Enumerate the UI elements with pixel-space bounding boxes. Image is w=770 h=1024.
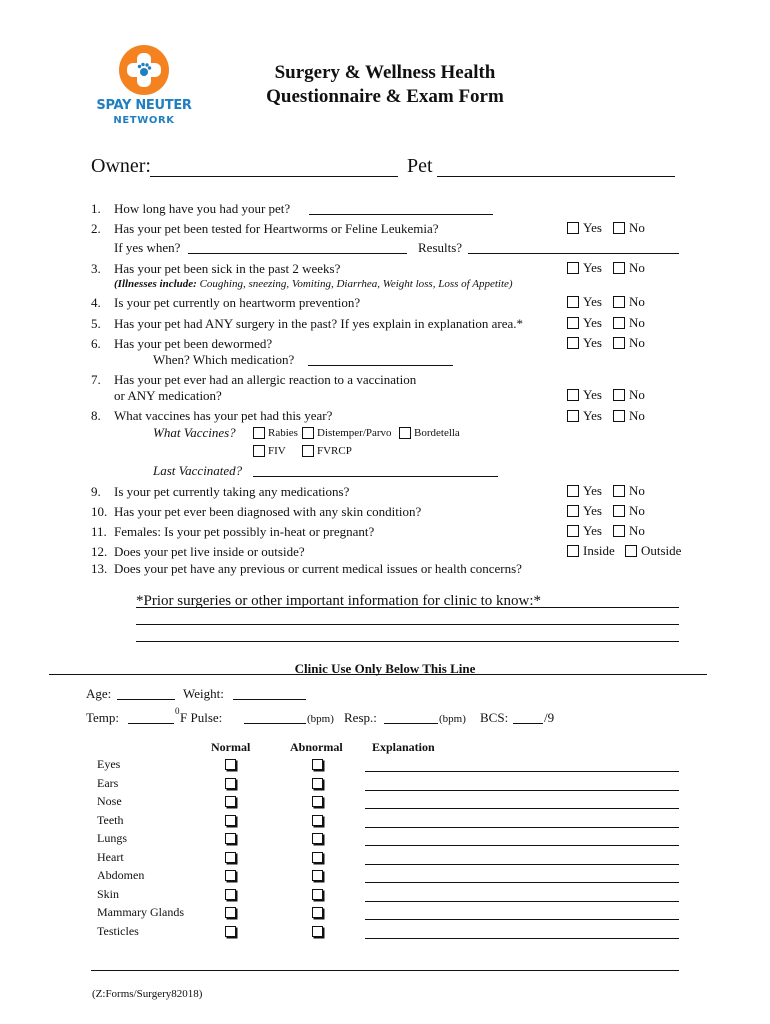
vaccine-bordetella-checkbox[interactable] <box>399 427 411 439</box>
q8-no-checkbox[interactable] <box>613 410 625 422</box>
q12-inside-checkbox[interactable] <box>567 545 579 557</box>
exam-explanation-field-testicles[interactable] <box>365 938 679 939</box>
temp-label: Temp: <box>86 710 120 725</box>
q4-yes-checkbox[interactable] <box>567 296 579 308</box>
signature-line[interactable] <box>91 970 679 971</box>
resp-field[interactable] <box>384 723 438 724</box>
prior-info-field-2[interactable] <box>136 624 679 625</box>
owner-label: Owner: <box>91 155 151 177</box>
exam-abnormal-checkbox-skin[interactable] <box>312 889 323 900</box>
vaccine-rabies-label: Rabies <box>268 427 298 439</box>
q3-yes-label: Yes <box>583 260 602 275</box>
q7-text: Has your pet ever had an allergic reaction to a vaccination <box>114 372 417 387</box>
q13-number: 13. <box>91 561 108 576</box>
bcs-field[interactable] <box>513 723 543 724</box>
exam-normal-checkbox-testicles[interactable] <box>225 926 236 937</box>
form-title-line2: Questionnaire & Exam Form <box>266 86 504 107</box>
q10-no-checkbox[interactable] <box>613 505 625 517</box>
q7-yes-label: Yes <box>583 387 602 402</box>
q4-yes-label: Yes <box>583 294 602 309</box>
vaccine-fiv-checkbox[interactable] <box>253 445 265 457</box>
q5-no-checkbox[interactable] <box>613 317 625 329</box>
form-title-line1: Surgery & Wellness Health <box>274 62 496 83</box>
logo-cross-icon <box>118 44 170 96</box>
prior-info-field-3[interactable] <box>136 641 679 642</box>
exam-label-abdomen: Abdomen <box>97 868 145 882</box>
q4-no-checkbox[interactable] <box>613 296 625 308</box>
logo-text-line2: NETWORK <box>113 115 175 126</box>
vaccine-distemper-parvo-checkbox[interactable] <box>302 427 314 439</box>
exam-abnormal-checkbox-abdomen[interactable] <box>312 870 323 881</box>
q8-what-vaccines-label: What Vaccines? <box>153 425 236 440</box>
q7-yes-checkbox[interactable] <box>567 389 579 401</box>
q3-illness-note <box>114 277 513 291</box>
q3-text: Has your pet been sick in the past 2 weeks? <box>114 261 341 276</box>
q3-illness-list: Coughing, sneezing, Vomiting, Diarrhea, Weight loss, Loss of Appetite) <box>199 278 513 290</box>
q6-text: Has your pet been dewormed? <box>114 336 273 351</box>
exam-explanation-field-eyes[interactable] <box>365 771 679 772</box>
q8-last-vaccinated-field[interactable] <box>253 476 498 477</box>
exam-normal-checkbox-abdomen[interactable] <box>225 870 236 881</box>
owner-field[interactable] <box>150 176 398 177</box>
q7-no-label: No <box>629 387 645 402</box>
q2-no-checkbox[interactable] <box>613 222 625 234</box>
q9-number: 9. <box>91 484 101 499</box>
degree-mark: 0 <box>175 706 180 716</box>
q2-yes-checkbox[interactable] <box>567 222 579 234</box>
q11-text: Females: Is your pet possibly in-heat or pregnant? <box>114 524 375 539</box>
q2-yes-label: Yes <box>583 220 602 235</box>
q10-yes-label: Yes <box>583 503 602 518</box>
age-label: Age: <box>86 686 112 701</box>
exam-normal-checkbox-teeth[interactable] <box>225 815 236 826</box>
vaccine-bordetella-label: Bordetella <box>414 427 460 439</box>
exam-label-teeth: Teeth <box>97 812 124 827</box>
q2-text: Has your pet been tested for Heartworms or Feline Leukemia? <box>114 221 439 236</box>
temp-field[interactable] <box>128 723 174 724</box>
q12-inside-label: Inside <box>583 543 615 558</box>
exam-label-nose: Nose <box>97 794 122 808</box>
q6-no-checkbox[interactable] <box>613 337 625 349</box>
bcs-scale: /9 <box>544 710 555 725</box>
exam-explanation-field-ears[interactable] <box>365 790 679 791</box>
exam-col-explanation: Explanation <box>372 740 435 754</box>
q3-no-label: No <box>629 260 645 275</box>
q11-number: 11. <box>91 524 107 539</box>
q2-results-field[interactable] <box>468 253 679 254</box>
pulse-field[interactable] <box>244 723 306 724</box>
q9-no-checkbox[interactable] <box>613 485 625 497</box>
exam-col-normal: Normal <box>211 740 251 754</box>
vaccine-fvrcp-checkbox[interactable] <box>302 445 314 457</box>
q9-no-label: No <box>629 483 645 498</box>
exam-explanation-field-mammary-glands[interactable] <box>365 919 679 920</box>
q7-no-checkbox[interactable] <box>613 389 625 401</box>
q11-yes-checkbox[interactable] <box>567 525 579 537</box>
resp-unit: (bpm) <box>439 713 466 725</box>
q12-outside-label: Outside <box>641 543 682 558</box>
q5-yes-checkbox[interactable] <box>567 317 579 329</box>
q5-no-label: No <box>629 315 645 330</box>
exam-normal-checkbox-nose[interactable] <box>225 796 236 807</box>
weight-field[interactable] <box>233 699 306 700</box>
exam-normal-checkbox-heart[interactable] <box>225 852 236 863</box>
pet-field[interactable] <box>437 176 675 177</box>
exam-label-mammary-glands: Mammary Glands <box>97 905 184 919</box>
q10-number: 10. <box>91 504 108 519</box>
exam-label-eyes: Eyes <box>97 757 121 771</box>
q12-text: Does your pet live inside or outside? <box>114 544 305 559</box>
q3-no-checkbox[interactable] <box>613 262 625 274</box>
q4-text: Is your pet currently on heartworm prevention? <box>114 295 361 310</box>
q3-yes-checkbox[interactable] <box>567 262 579 274</box>
clinic-use-heading: Clinic Use Only Below This Line <box>294 661 476 676</box>
exam-explanation-field-teeth[interactable] <box>365 827 679 828</box>
q13-text: Does your pet have any previous or current medical issues or health concerns? <box>114 561 522 576</box>
q8-last-vaccinated-label: Last Vaccinated? <box>153 463 243 478</box>
age-field[interactable] <box>117 699 175 700</box>
prior-info-heading: *Prior surgeries or other important information for clinic to know:* <box>136 593 542 609</box>
exam-abnormal-checkbox-nose[interactable] <box>312 796 323 807</box>
q6-medication-field[interactable] <box>308 365 453 366</box>
q6-sub-label: When? Which medication? <box>153 352 295 367</box>
q2-number: 2. <box>91 221 101 236</box>
q2-no-label: No <box>629 220 645 235</box>
q6-yes-checkbox[interactable] <box>567 337 579 349</box>
q8-number: 8. <box>91 408 101 423</box>
bcs-label: BCS: <box>480 710 509 725</box>
q2-when-field[interactable] <box>188 253 407 254</box>
q2-when-label: If yes when? <box>114 240 181 255</box>
exam-normal-checkbox-skin[interactable] <box>225 889 236 900</box>
q9-yes-checkbox[interactable] <box>567 485 579 497</box>
q5-text: Has your pet had ANY surgery in the past? If yes explain in explanation area.* <box>114 316 524 331</box>
q8-no-label: No <box>629 408 645 423</box>
q1-text: How long have you had your pet? <box>114 201 291 216</box>
q7-number: 7. <box>91 372 101 387</box>
pulse-label: F Pulse: <box>180 710 223 725</box>
vaccine-fiv-label: FIV <box>268 445 286 457</box>
exam-explanation-field-abdomen[interactable] <box>365 882 679 883</box>
exam-normal-checkbox-mammary-glands[interactable] <box>225 907 236 918</box>
pet-label: Pet <box>407 155 433 177</box>
q12-number: 12. <box>91 544 108 559</box>
q8-text: What vaccines has your pet had this year? <box>114 408 333 423</box>
exam-explanation-field-skin[interactable] <box>365 901 679 902</box>
exam-normal-checkbox-ears[interactable] <box>225 778 236 789</box>
exam-col-abnormal: Abnormal <box>290 740 343 754</box>
q4-number: 4. <box>91 295 101 310</box>
q8-yes-label: Yes <box>583 408 602 423</box>
q5-number: 5. <box>91 316 101 331</box>
exam-abnormal-checkbox-heart[interactable] <box>312 852 323 863</box>
q1-answer-field[interactable] <box>309 214 493 215</box>
q8-yes-checkbox[interactable] <box>567 410 579 422</box>
q2-results-label: Results? <box>418 240 463 255</box>
q5-yes-label: Yes <box>583 315 602 330</box>
q3-number: 3. <box>91 261 101 276</box>
q10-text: Has your pet ever been diagnosed with any skin condition? <box>114 504 422 519</box>
q7-text-line2: or ANY medication? <box>114 388 222 403</box>
exam-label-testicles: Testicles <box>97 923 139 938</box>
vaccine-fvrcp-label: FVRCP <box>317 445 352 457</box>
exam-label-skin: Skin <box>97 886 120 901</box>
q3-illness-label: (Illnesses include: <box>114 278 197 290</box>
q10-no-label: No <box>629 503 645 518</box>
vaccine-rabies-checkbox[interactable] <box>253 427 265 439</box>
clinic-divider <box>49 674 707 675</box>
exam-abnormal-checkbox-mammary-glands[interactable] <box>312 907 323 918</box>
exam-normal-checkbox-lungs[interactable] <box>225 833 236 844</box>
exam-normal-checkbox-eyes[interactable] <box>225 759 236 770</box>
logo <box>88 44 200 130</box>
q9-text: Is your pet currently taking any medications? <box>114 484 350 499</box>
q9-yes-label: Yes <box>583 483 602 498</box>
exam-abnormal-checkbox-ears[interactable] <box>312 778 323 789</box>
q12-outside-checkbox[interactable] <box>625 545 637 557</box>
exam-abnormal-checkbox-lungs[interactable] <box>312 833 323 844</box>
exam-label-ears: Ears <box>97 775 119 790</box>
exam-explanation-field-heart[interactable] <box>365 864 679 865</box>
q6-yes-label: Yes <box>583 335 602 350</box>
pulse-unit: (bpm) <box>307 713 334 725</box>
q11-yes-label: Yes <box>583 523 602 538</box>
exam-explanation-field-nose[interactable] <box>365 808 679 809</box>
q4-no-label: No <box>629 294 645 309</box>
exam-label-heart: Heart <box>97 849 124 864</box>
q11-no-label: No <box>629 523 645 538</box>
q1-number: 1. <box>91 201 101 216</box>
exam-label-lungs: Lungs <box>97 831 127 845</box>
exam-abnormal-checkbox-testicles[interactable] <box>312 926 323 937</box>
q6-no-label: No <box>629 335 645 350</box>
exam-abnormal-checkbox-teeth[interactable] <box>312 815 323 826</box>
prior-info-field-1[interactable] <box>136 607 679 608</box>
footer-code: (Z:Forms/Surgery82018) <box>92 988 203 1000</box>
q6-number: 6. <box>91 336 101 351</box>
q11-no-checkbox[interactable] <box>613 525 625 537</box>
weight-label: Weight: <box>183 686 224 701</box>
q10-yes-checkbox[interactable] <box>567 505 579 517</box>
vaccine-distemper-parvo-label: Distemper/Parvo <box>317 427 392 439</box>
exam-explanation-field-lungs[interactable] <box>365 845 679 846</box>
exam-abnormal-checkbox-eyes[interactable] <box>312 759 323 770</box>
resp-label: Resp.: <box>344 710 377 725</box>
logo-text-line1: SPAY NEUTER <box>96 98 192 113</box>
